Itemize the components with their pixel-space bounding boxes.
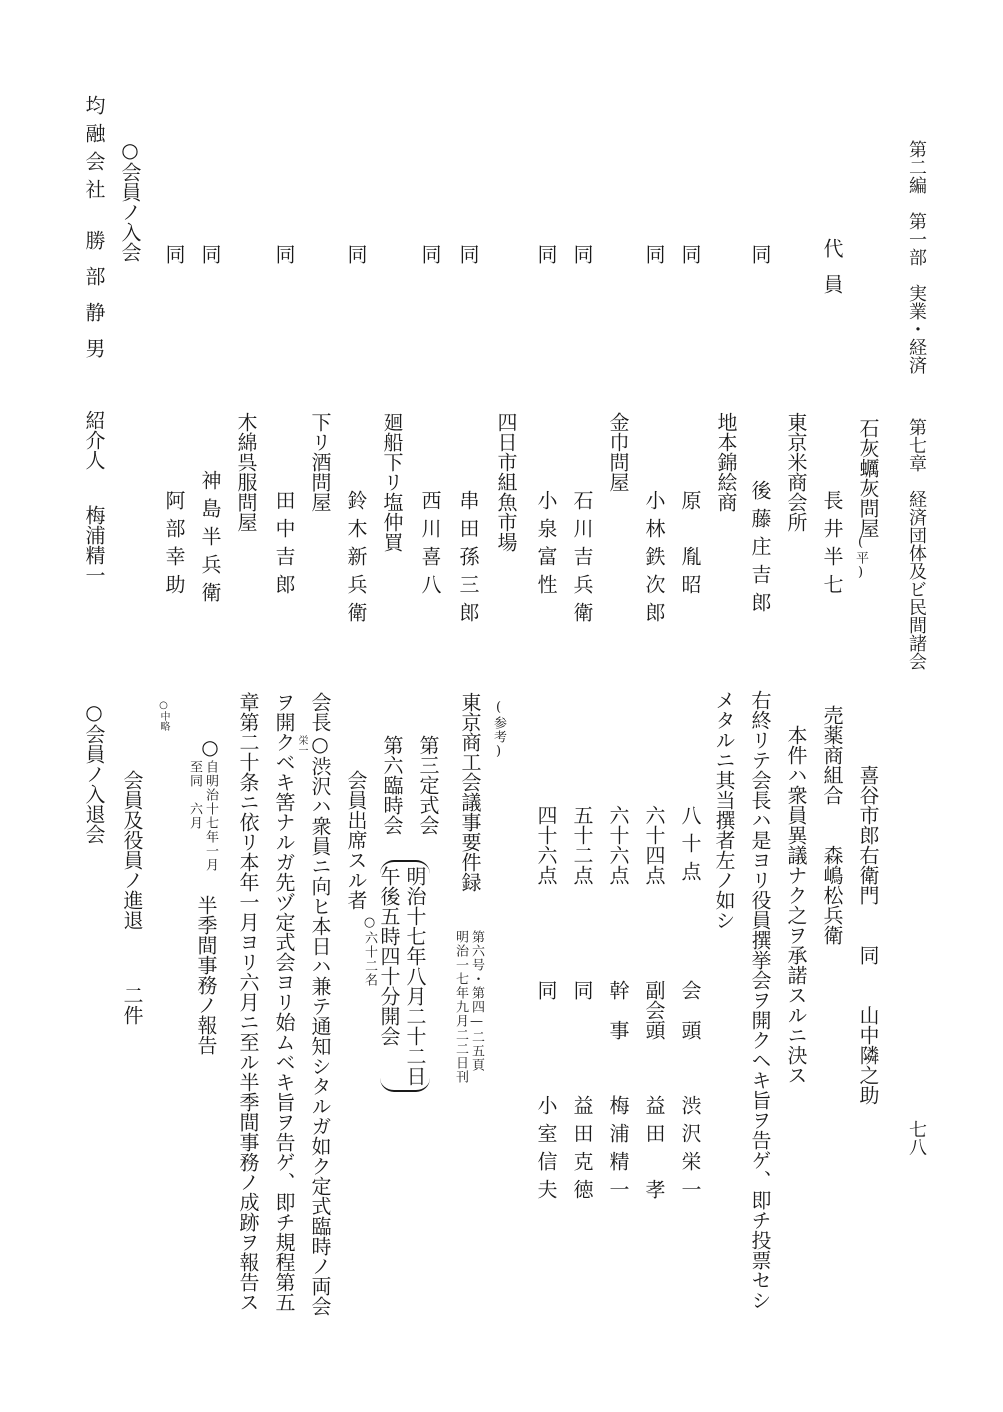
member-role: 同 xyxy=(748,244,772,264)
member-name: 石川吉兵衛 xyxy=(570,490,594,630)
member-role: 同 xyxy=(642,244,666,264)
member-name: 田中吉郎 xyxy=(272,490,296,602)
vote-name: 益田 孝 xyxy=(642,1095,666,1207)
member-role: 同 xyxy=(456,244,480,264)
member-org: 下リ酒問屋 xyxy=(308,412,332,512)
header-chapter: 第七章 経済団体及ビ民間諸会 xyxy=(906,418,927,670)
member-name: 後藤庄吉郎 xyxy=(748,480,772,620)
item2-text: 会員及役員ノ進退 xyxy=(120,770,144,930)
member-role: 同 xyxy=(534,244,558,264)
page-number: 七八 xyxy=(906,1120,927,1156)
member-name: 長井半七 xyxy=(820,490,844,602)
reference-source1: 第六号・第四—二五頁 xyxy=(469,930,484,1072)
lower-col2: 売薬商組合 森嶋松兵衛 xyxy=(820,705,844,945)
vote-points: 四十六点 xyxy=(534,805,558,885)
member-role: 同 xyxy=(344,244,368,264)
member-role: 同 xyxy=(418,244,442,264)
member-name: 神島半兵衛 xyxy=(198,470,222,610)
vote-name: 梅浦精一 xyxy=(606,1095,630,1207)
member-org: 四日市組魚市場 xyxy=(494,412,518,552)
member-role: 同 xyxy=(198,244,222,264)
header-part: 第二編 第一部 実業・経済 xyxy=(906,140,927,374)
vote-role: 会 頭 xyxy=(678,980,702,1040)
member-org: 木綿呉服問屋 xyxy=(234,412,258,532)
vote-role: 副会頭 xyxy=(642,980,666,1040)
admission-company: 均融会社 xyxy=(82,95,106,207)
vote-role: 同 xyxy=(570,980,594,1000)
section-heading-membership: ○会員ノ入退会 xyxy=(82,700,106,844)
meeting-regular: 第三定式会 xyxy=(416,735,440,835)
reference-label: (参考) xyxy=(491,700,506,760)
item2-count: 二件 xyxy=(120,985,144,1025)
member-role: 同 xyxy=(678,244,702,264)
vote-name: 小室信夫 xyxy=(534,1095,558,1207)
item-period-from: 自明治十七年一月 xyxy=(203,760,218,872)
vote-name: 渋沢栄一 xyxy=(678,1095,702,1207)
vote-name: 益田克徳 xyxy=(570,1095,594,1207)
member-note: (平) xyxy=(853,535,868,581)
vote-points: 五十二点 xyxy=(570,805,594,885)
member-name: 小林鉄次郎 xyxy=(642,490,666,630)
chair-note: 栄一 xyxy=(296,735,307,755)
member-org: 東京米商会所 xyxy=(784,412,808,532)
meeting-extra: 第六臨時会 xyxy=(380,735,404,835)
introducer-name: 梅浦精一 xyxy=(82,505,106,585)
member-org: 廻船下リ塩仲買 xyxy=(380,412,404,552)
member-role: 同 xyxy=(272,244,296,264)
member-org: 金巾問屋 xyxy=(606,412,630,492)
omission-note: ○中略 xyxy=(158,700,169,731)
lower-col1: 喜谷市郎右衛門 同 山中隣之助 xyxy=(856,765,880,1105)
meeting-time: 午後五時四十分開会 xyxy=(377,866,401,1046)
member-role: 同 xyxy=(162,244,186,264)
reference-source2: 明治一七年九月二二日刊 xyxy=(453,930,468,1084)
body-line2: ヲ開クベキ筈ナルガ先ヅ定式会ヨリ始ムベキ旨ヲ告ゲ、即チ規程第五 xyxy=(272,692,296,1312)
vote-role: 同 xyxy=(534,980,558,1000)
item-bullet: ○ xyxy=(198,735,222,759)
member-name: 小泉富性 xyxy=(534,490,558,602)
lower-col5: メタルニ其当撰者左ノ如シ xyxy=(712,690,736,930)
meeting-datetime xyxy=(377,860,430,1092)
vote-points: 六十六点 xyxy=(606,805,630,885)
member-name: 鈴木新兵衛 xyxy=(344,490,368,630)
admission-person: 勝部静男 xyxy=(82,230,106,374)
item-period-to: 至同 六月 xyxy=(187,760,202,830)
meeting-date: 明治十七年八月二十二日 xyxy=(403,866,427,1086)
body-line3: 章第二十条ニ依リ本年一月ヨリ六月ニ至ル半季間事務ノ成跡ヲ報告ス xyxy=(236,692,260,1312)
member-name: 原 胤昭 xyxy=(678,490,702,602)
member-org: 石灰蠣灰問屋 xyxy=(856,418,880,538)
lower-col3: 本件ハ衆員異議ナク之ヲ承諾スルニ決ス xyxy=(784,725,808,1085)
attendance-label: 会員出席スル者 xyxy=(344,770,368,910)
admission-heading: ○会員ノ入会 xyxy=(118,138,142,262)
lower-col4: 右終リテ会長ハ是ヨリ役員撰挙会ヲ開クヘキ旨ヲ告ゲ、即チ投票セシ xyxy=(748,690,772,1310)
introducer-label: 紹介人 xyxy=(82,410,106,470)
reference-title: 東京商工会議事要件録 xyxy=(458,692,482,892)
member-name: 串田孫三郎 xyxy=(456,490,480,630)
chair-line: 会長○渋沢ハ衆員ニ向ヒ本日ハ兼テ通知シタルガ如ク定式臨時ノ両会 xyxy=(308,692,332,1316)
attendance-count: ○六十二名 xyxy=(362,915,377,987)
vote-points: 八十点 xyxy=(678,805,702,889)
member-role: 同 xyxy=(570,244,594,264)
vote-role: 幹 事 xyxy=(606,980,630,1040)
member-name: 阿部幸助 xyxy=(162,490,186,602)
vote-points: 六十四点 xyxy=(642,805,666,885)
member-name: 西川喜八 xyxy=(418,490,442,602)
member-org: 地本錦絵商 xyxy=(714,412,738,512)
item-text: 半季間事務ノ報告 xyxy=(194,895,218,1055)
member-role: 代員 xyxy=(820,238,844,310)
